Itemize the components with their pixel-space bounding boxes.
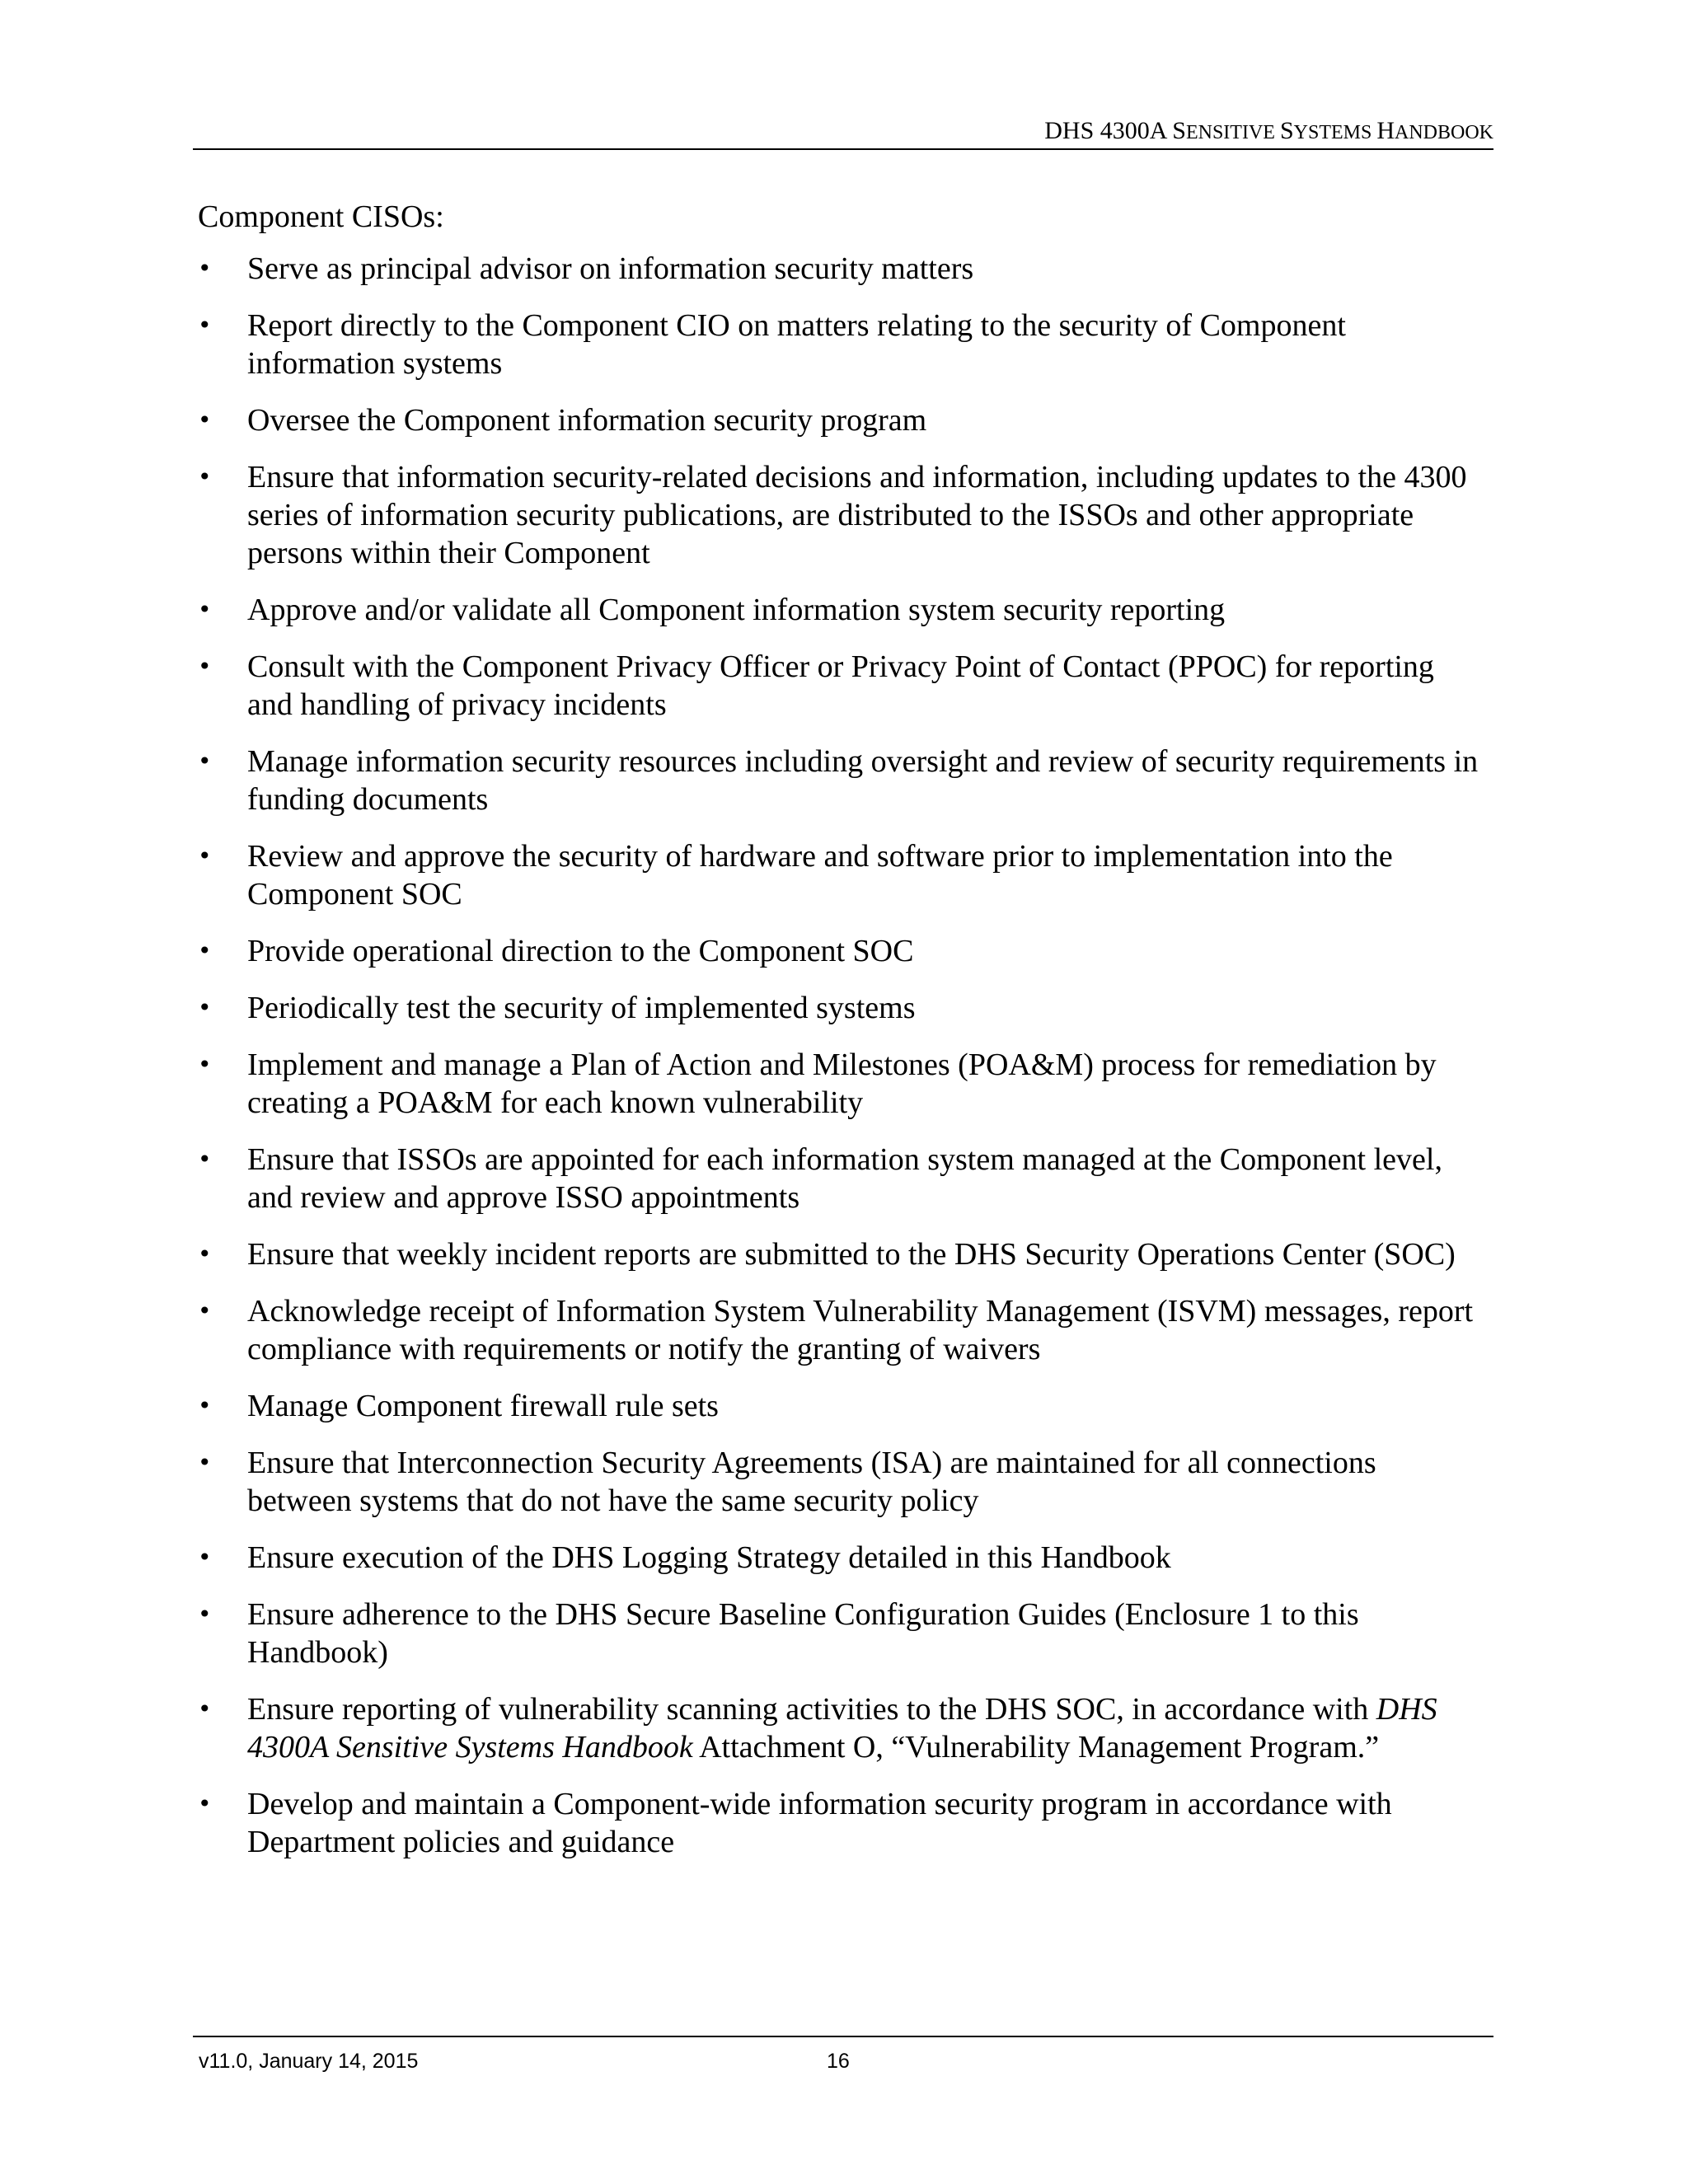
list-item-text: Ensure that Interconnection Security Agreements (ISA) are maintained for all connections between systems that do not have the same security policy xyxy=(247,1446,1376,1518)
list-item xyxy=(0,1596,1484,1671)
list-item-text: Serve as principal advisor on information security matters xyxy=(247,251,974,286)
responsibilities-list xyxy=(0,250,1688,1880)
list-item xyxy=(0,458,1484,572)
list-item-text: Ensure execution of the DHS Logging Strategy detailed in this Handbook xyxy=(247,1540,1171,1575)
footer-divider xyxy=(193,2036,1493,2037)
list-item xyxy=(0,1292,1484,1368)
footer-version: v11.0, January 14, 2015 xyxy=(199,2050,419,2073)
bullet-icon: • xyxy=(198,1601,212,1628)
list-item xyxy=(0,932,1484,970)
header-title-part: DHS 4300A xyxy=(1044,117,1173,144)
bullet-icon: • xyxy=(198,994,212,1021)
list-item-text: Develop and maintain a Component-wide information security program in accordance with Department policies and guidance xyxy=(247,1787,1392,1859)
list-item xyxy=(0,401,1484,439)
bullet-icon: • xyxy=(198,1146,212,1173)
header-title-part: S xyxy=(1279,117,1294,144)
bullet-icon: • xyxy=(198,1544,212,1571)
bullet-icon: • xyxy=(198,312,212,339)
handbook-title-reference: DHS 4300A Sensitive Systems Handbook xyxy=(247,1692,1437,1765)
header-title-part: ANDBOOK xyxy=(1395,122,1493,143)
bullet-icon: • xyxy=(198,1297,212,1324)
list-item-text: Report directly to the Component CIO on matters relating to the security of Component information systems xyxy=(247,308,1346,381)
list-item xyxy=(0,648,1484,724)
list-item xyxy=(0,989,1484,1027)
list-item-text: Manage Component firewall rule sets xyxy=(247,1389,719,1423)
list-item xyxy=(0,307,1484,382)
list-item-text: Oversee the Component information security program xyxy=(247,403,927,438)
header-divider xyxy=(193,148,1493,150)
bullet-icon: • xyxy=(198,748,212,775)
header-title-part: YSTEMS xyxy=(1293,122,1377,143)
list-item-text: Approve and/or validate all Component information system security reporting xyxy=(247,593,1226,627)
bullet-icon: • xyxy=(198,653,212,680)
list-item-text: Ensure that ISSOs are appointed for each information system managed at the Component level, and review and approve ISSO appointments xyxy=(247,1142,1442,1215)
list-item xyxy=(0,250,1484,288)
list-item xyxy=(0,743,1484,818)
bullet-icon: • xyxy=(198,255,212,282)
running-header xyxy=(1044,116,1493,148)
list-item xyxy=(0,591,1484,629)
list-item xyxy=(0,1387,1484,1425)
bullet-icon: • xyxy=(198,937,212,964)
list-item-text: Periodically test the security of implemented systems xyxy=(247,991,916,1025)
bullet-icon: • xyxy=(198,1392,212,1419)
list-item xyxy=(0,837,1484,913)
list-item-text xyxy=(247,1690,1484,1766)
list-item xyxy=(0,1046,1484,1122)
bullet-icon: • xyxy=(198,1790,212,1817)
list-item-text: Review and approve the security of hardware and software prior to implementation into the Component SOC xyxy=(247,839,1393,912)
bullet-icon: • xyxy=(198,406,212,434)
bullet-icon: • xyxy=(198,1695,212,1722)
list-item-text: Provide operational direction to the Component SOC xyxy=(247,934,914,968)
list-item-text: Implement and manage a Plan of Action and Milestones (POA&M) process for remediation by creating a POA&M for each known vulnerability xyxy=(247,1047,1437,1120)
list-item-text: Ensure that weekly incident reports are submitted to the DHS Security Operations Center (SOC) xyxy=(247,1237,1456,1272)
section-lead: Component CISOs: xyxy=(198,199,444,234)
page-number: 16 xyxy=(827,2050,850,2073)
bullet-icon: • xyxy=(198,1449,212,1476)
list-item-text: Manage information security resources including oversight and review of security requirements in funding documents xyxy=(247,744,1479,817)
list-item xyxy=(0,1785,1484,1861)
header-title-part: S xyxy=(1172,117,1186,144)
list-item xyxy=(0,1444,1484,1520)
header-title-part: ENSITIVE xyxy=(1185,122,1280,143)
list-item xyxy=(0,1539,1484,1577)
list-item-text-segment: Ensure reporting of vulnerability scanning activities to the DHS SOC, in accordance with xyxy=(247,1692,1376,1727)
list-item xyxy=(0,1235,1484,1273)
list-item-text: Consult with the Component Privacy Officer or Privacy Point of Contact (PPOC) for reporting and handling of privacy incidents xyxy=(247,649,1434,722)
bullet-icon: • xyxy=(198,842,212,869)
bullet-icon: • xyxy=(198,1051,212,1078)
bullet-icon: • xyxy=(198,596,212,623)
list-item-text-segment: Attachment O, “Vulnerability Management Program.” xyxy=(692,1730,1380,1765)
header-title-part: H xyxy=(1376,117,1395,144)
bullet-icon: • xyxy=(198,463,212,490)
list-item-text: Acknowledge receipt of Information System Vulnerability Management (ISVM) messages, report compliance with requirements or notify the granting of waivers xyxy=(247,1294,1474,1366)
list-item xyxy=(0,1141,1484,1216)
list-item-text: Ensure that information security-related decisions and information, including updates to the 4300 series of information security publications, are distributed to the ISSOs and other appropriate persons within their Component xyxy=(247,460,1467,570)
list-item xyxy=(0,1690,1484,1766)
list-item-text: Ensure adherence to the DHS Secure Baseline Configuration Guides (Enclosure 1 to this Handbook) xyxy=(247,1597,1359,1670)
bullet-icon: • xyxy=(198,1240,212,1268)
